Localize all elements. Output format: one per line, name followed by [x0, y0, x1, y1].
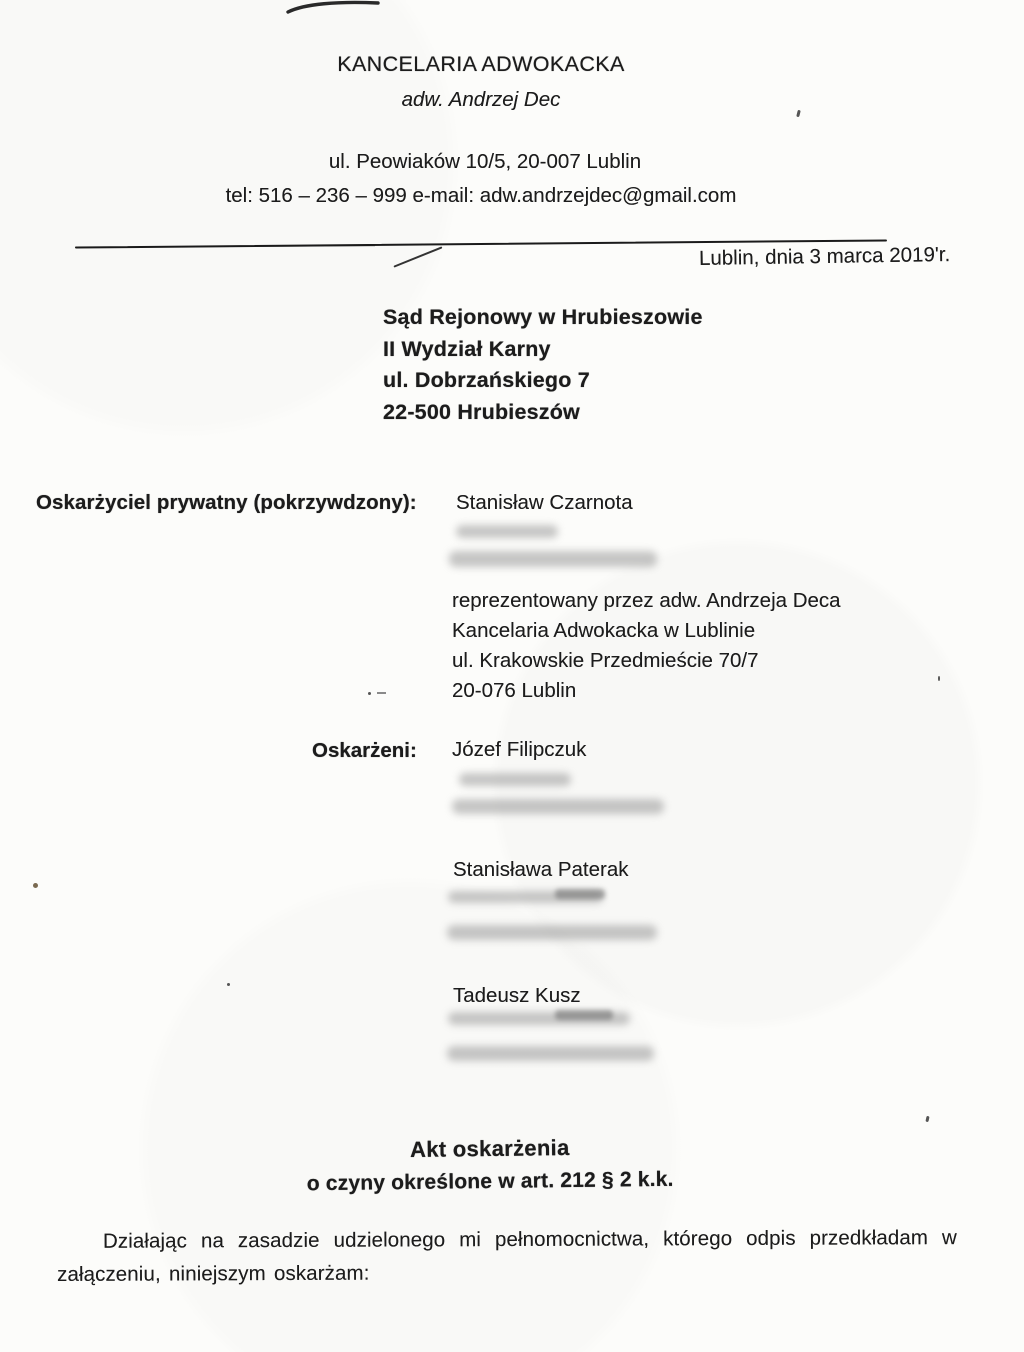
letterhead-divider-line-echo [75, 245, 375, 248]
scan-artifact-dot [227, 983, 230, 986]
court-name: Sąd Rejonowy w Hrubieszowie [383, 305, 703, 329]
scan-artifact-dot [33, 883, 38, 888]
court-city: 22-500 Hrubieszów [383, 399, 580, 424]
letterhead-attorney-name: adw. Andrzej Dec [401, 88, 561, 111]
representation-line: reprezentowany przez adw. Andrzeja Deca [452, 589, 841, 612]
court-address-block [383, 302, 703, 428]
redacted-text-blur [447, 1046, 654, 1061]
document-title-block [0, 1130, 980, 1200]
scan-artifact-dot [938, 676, 940, 681]
scan-artifact-top-stroke [286, 0, 382, 16]
prosecutor-label: Oskarżyciel prywatny (pokrzywdzony): [36, 491, 417, 514]
redacted-text-blur [555, 889, 605, 899]
letterhead-firm-name: KANCELARIA ADWOKACKA [337, 52, 625, 76]
redacted-text-blur [447, 925, 657, 940]
scan-artifact-speck [796, 110, 801, 118]
court-street: ul. Dobrzańskiego 7 [383, 368, 590, 392]
accused-label: Oskarżeni: [312, 739, 417, 762]
court-division: II Wydział Karny [383, 336, 551, 361]
letterhead [0, 52, 962, 112]
redacted-text-blur [459, 773, 571, 786]
representation-line: ul. Krakowskie Przedmieście 70/7 [452, 649, 759, 672]
accused-name-2: Stanisława Paterak [453, 858, 629, 881]
redacted-text-blur [555, 1010, 613, 1020]
representation-line: 20-076 Lublin [452, 679, 577, 702]
document-subtitle: o czyny określone w art. 212 § 2 k.k. [306, 1167, 674, 1196]
dateline: Lublin, dnia 3 marca 2019'r. [698, 243, 951, 270]
letterhead-address: ul. Peowiaków 10/5, 20-007 Lublin [328, 150, 642, 173]
accused-name-1: Józef Filipczuk [452, 738, 587, 761]
representation-line: Kancelaria Adwokacka w Lublinie [452, 619, 756, 642]
scan-artifact-dash [377, 692, 386, 694]
letterhead-contact: tel: 516 – 236 – 999 e-mail: adw.andrzejdec@gmail.com [225, 184, 737, 207]
body-paragraph: Działając na zasadzie udzielonego mi pełnomocnictwa, którego odpis przedkładam w załączeniu, niniejszym oskarżam: [57, 1226, 957, 1286]
document-title: Akt oskarżenia [409, 1135, 570, 1162]
redacted-text-blur [449, 551, 657, 567]
prosecutor-name: Stanisław Czarnota [456, 491, 633, 514]
scan-artifact-comma [925, 1116, 929, 1122]
representation-block [452, 586, 841, 706]
scan-artifact-dot [368, 692, 371, 695]
redacted-text-blur [456, 525, 558, 538]
redacted-text-blur [452, 799, 664, 814]
accused-name-3: Tadeusz Kusz [453, 984, 581, 1007]
